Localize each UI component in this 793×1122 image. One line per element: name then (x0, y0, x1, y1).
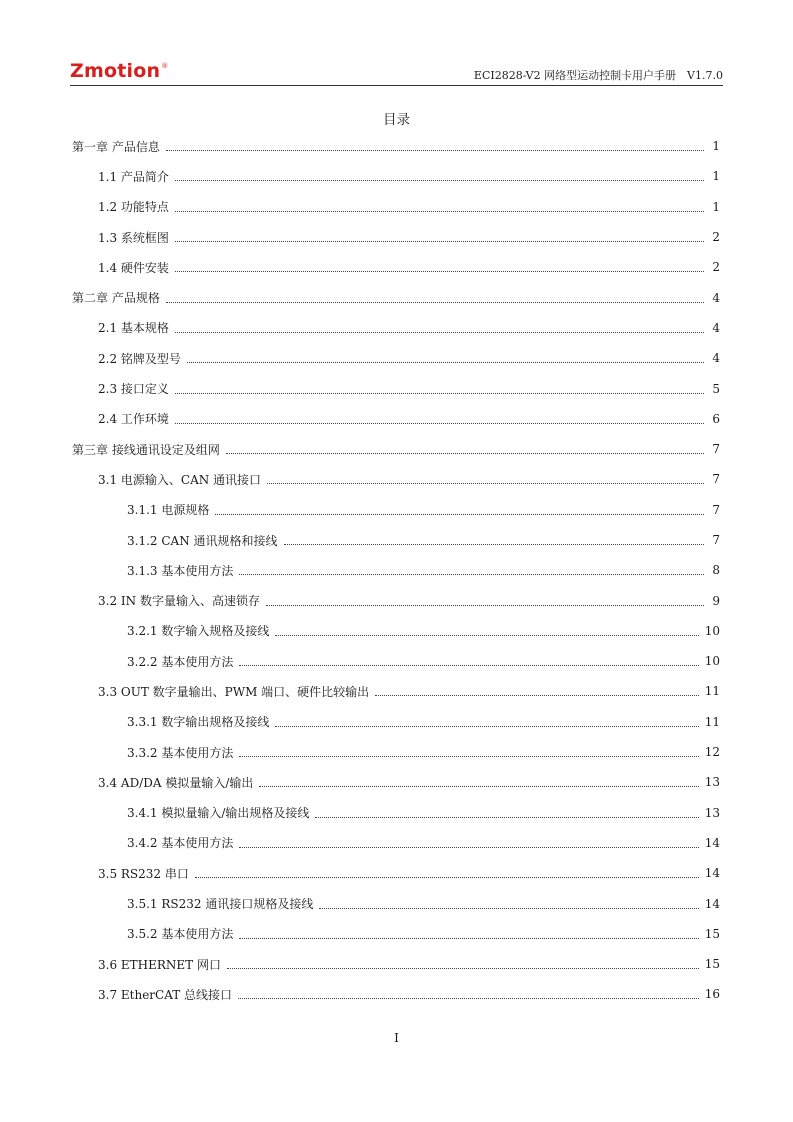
toc-entry[interactable] (72, 525, 720, 555)
toc-entry-page: 2 (712, 260, 720, 275)
toc-entry-page: 2 (712, 230, 720, 245)
toc-entry-label: 第三章 接线通讯设定及组网 (72, 442, 220, 457)
toc-entry-label: 2.3 接口定义 (98, 382, 169, 397)
dot-leader (175, 210, 704, 212)
toc-entry-label: 3.3.2 基本使用方法 (127, 745, 234, 760)
toc-entry-label: 3.4.2 基本使用方法 (127, 836, 234, 851)
toc-entry-label: 3.3 OUT 数字量输出、PWM 端口、硬件比较输出 (98, 684, 370, 699)
toc-entry-label: 第二章 产品规格 (72, 291, 160, 306)
toc-entry-page: 11 (704, 684, 720, 699)
toc-entry-page: 7 (712, 442, 720, 457)
toc-entry[interactable] (72, 555, 720, 585)
toc-entry[interactable] (72, 676, 720, 706)
toc-entry-page: 4 (712, 351, 720, 366)
toc-entry-label: 1.2 功能特点 (98, 200, 169, 215)
toc-entry[interactable] (72, 131, 720, 161)
toc-entry[interactable] (72, 585, 720, 615)
toc-entry-page: 7 (712, 533, 720, 547)
dot-leader (226, 452, 704, 454)
toc-entry[interactable] (72, 192, 720, 222)
toc-entry[interactable] (72, 434, 720, 464)
toc-entry-label: 2.1 基本规格 (98, 321, 169, 336)
toc-entry-label: 3.4 AD/DA 模拟量输入/输出 (98, 775, 254, 790)
toc-entry-label: 3.2.2 基本使用方法 (127, 654, 234, 669)
logo-text: Zmotion (70, 60, 161, 82)
dot-leader (275, 634, 698, 636)
brand-logo (70, 60, 168, 82)
toc-entry-page: 9 (712, 593, 720, 608)
dot-leader (195, 876, 699, 878)
toc-entry[interactable] (72, 343, 720, 373)
toc-entry-page: 7 (712, 472, 720, 487)
toc-entry-label: 3.1.3 基本使用方法 (127, 563, 234, 578)
toc-entry-page: 12 (704, 745, 720, 760)
toc-heading: 目录 (383, 112, 410, 128)
toc-entry[interactable] (72, 373, 720, 403)
toc-entry[interactable] (72, 767, 720, 797)
toc-entry-page: 6 (712, 411, 720, 426)
toc-entry[interactable] (72, 464, 720, 494)
toc-entry-page: 15 (704, 957, 720, 972)
toc-entry[interactable] (72, 858, 720, 888)
toc-entry-page: 4 (712, 320, 720, 335)
toc-entry-label: 3.5.2 基本使用方法 (127, 927, 234, 942)
toc-entry-label: 2.4 工作环境 (98, 412, 169, 427)
toc-entry-label: 3.4.1 模拟量输入/输出规格及接线 (127, 806, 310, 821)
toc-entry-page: 11 (704, 714, 720, 729)
toc-entry-label: 1.4 硬件安装 (98, 260, 169, 275)
toc-entry[interactable] (72, 979, 720, 1009)
toc-entry[interactable] (72, 646, 720, 676)
toc-entry[interactable] (72, 616, 720, 646)
toc-entry-page: 16 (704, 987, 720, 1002)
toc-entry-page: 14 (704, 866, 720, 881)
toc-entry-page: 1 (712, 199, 720, 214)
toc-entry-label: 3.1.1 电源规格 (127, 503, 210, 518)
toc-entry-page: 1 (712, 139, 720, 154)
toc-entry-label: 3.7 EtherCAT 总线接口 (98, 987, 233, 1002)
dot-leader (175, 179, 704, 181)
toc-entry-page: 5 (712, 381, 720, 396)
table-of-contents (72, 131, 720, 1010)
toc-entry-page: 10 (704, 654, 720, 669)
dot-leader (375, 694, 699, 696)
toc-entry-label: 3.2.1 数字输入规格及接线 (127, 624, 270, 639)
toc-entry-page: 15 (704, 926, 720, 941)
dot-leader (175, 240, 704, 242)
dot-leader (239, 755, 698, 757)
document-title: ECI2828-V2 网络型运动控制卡用户手册 V1.7.0 (473, 69, 723, 82)
toc-entry-label: 3.2 IN 数字量输入、高速锁存 (98, 594, 260, 609)
page-number: I (394, 1031, 399, 1045)
header-divider (70, 85, 723, 86)
dot-leader (175, 422, 704, 424)
toc-entry[interactable] (72, 737, 720, 767)
toc-entry-page: 13 (704, 775, 720, 790)
registered-mark: ® (161, 62, 169, 70)
toc-entry-label: 3.5.1 RS232 通讯接口规格及接线 (127, 897, 314, 912)
toc-entry[interactable] (72, 798, 720, 828)
toc-entry-label: 1.1 产品简介 (98, 169, 169, 184)
toc-entry-label: 2.2 铭牌及型号 (98, 351, 181, 366)
dot-leader (238, 997, 699, 999)
toc-entry-page: 4 (712, 290, 720, 305)
dot-leader (284, 543, 704, 545)
toc-entry[interactable] (72, 495, 720, 525)
toc-entry-page: 14 (704, 835, 720, 850)
dot-leader (175, 392, 704, 394)
toc-entry-page: 1 (712, 169, 720, 184)
toc-entry-page: 7 (712, 502, 720, 517)
dot-leader (275, 725, 698, 727)
dot-leader (239, 937, 698, 939)
dot-leader (267, 482, 704, 484)
toc-entry-page: 14 (704, 896, 720, 911)
dot-leader (239, 846, 698, 848)
toc-entry[interactable] (72, 919, 720, 949)
toc-entry[interactable] (72, 282, 720, 312)
toc-entry[interactable] (72, 313, 720, 343)
toc-entry[interactable] (72, 161, 720, 191)
toc-entry-label: 3.3.1 数字输出规格及接线 (127, 715, 270, 730)
dot-leader (166, 301, 704, 303)
dot-leader (187, 361, 704, 363)
toc-entry-label: 3.1 电源输入、CAN 通讯接口 (98, 472, 262, 487)
dot-leader (215, 513, 704, 515)
dot-leader (166, 149, 704, 151)
dot-leader (315, 816, 698, 818)
toc-entry-label: 1.3 系统框图 (98, 230, 169, 245)
toc-entry-label: 3.1.2 CAN 通讯规格和接线 (127, 533, 278, 548)
dot-leader (175, 331, 704, 333)
toc-entry[interactable] (72, 404, 720, 434)
toc-entry[interactable] (72, 888, 720, 918)
toc-entry[interactable] (72, 828, 720, 858)
toc-entry-label: 3.5 RS232 串口 (98, 866, 189, 881)
toc-entry-label: 3.6 ETHERNET 网口 (98, 957, 222, 972)
dot-leader (239, 664, 698, 666)
dot-leader (227, 967, 699, 969)
dot-leader (259, 785, 698, 787)
toc-entry[interactable] (72, 252, 720, 282)
toc-entry-page: 8 (712, 563, 720, 578)
toc-entry[interactable] (72, 707, 720, 737)
toc-entry-label: 第一章 产品信息 (72, 139, 160, 154)
dot-leader (239, 573, 704, 575)
dot-leader (175, 270, 704, 272)
dot-leader (266, 604, 704, 606)
toc-entry-page: 13 (704, 805, 720, 820)
toc-entry[interactable] (72, 222, 720, 252)
toc-entry[interactable] (72, 949, 720, 979)
dot-leader (319, 907, 698, 909)
toc-entry-page: 10 (704, 623, 720, 638)
